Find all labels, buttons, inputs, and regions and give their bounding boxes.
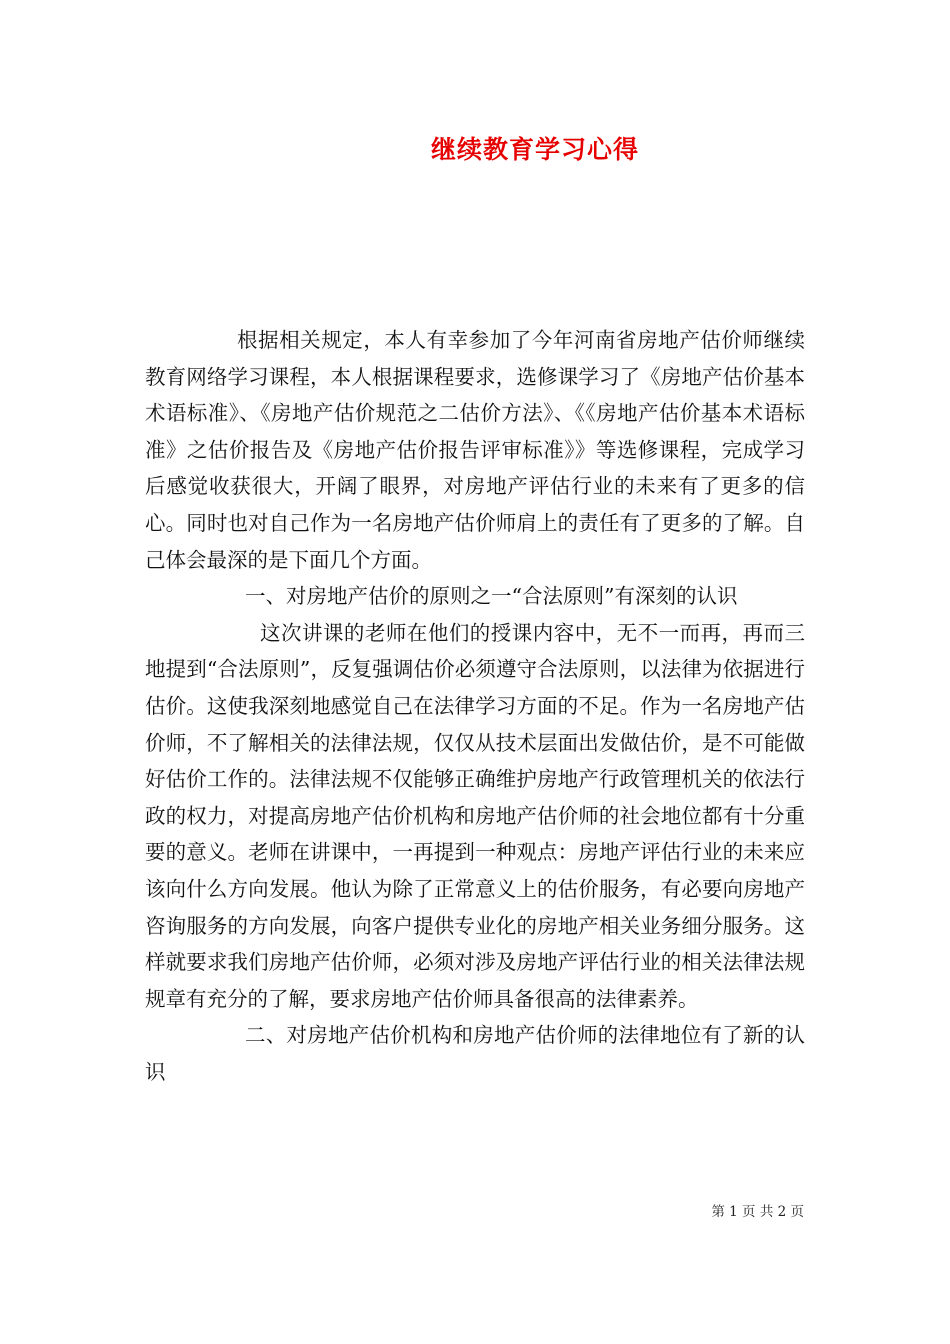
intro-paragraph: 根据相关规定，本人有幸参加了今年河南省房地产估价师继续教育网络学习课程，本人根据课程要求，选修课学习了《房地产估价基本术语标准》、《房地产估价规范之二估价方法》、《《房地产估价基本术语标准》之估价报告及《房地产估价报告评审标准》》等选修课程，完成学习后感觉收获很大，开阔了眼界，对房地产评估行业的未来有了更多的信心。同时也对自己作为一名房地产估价师肩上的责任有了更多的了解。自己体会最深的是下面几个方面。 xyxy=(145,328,805,572)
section-heading-2: 二、对房地产估价机构和房地产估价师的法律地位有了新的认识 xyxy=(145,1023,805,1084)
page-number-footer: 第 1 页 共 2 页 xyxy=(711,1204,804,1220)
document-title: 继续教育学习心得 xyxy=(430,135,639,164)
section-1-paragraph: 这次讲课的老师在他们的授课内容中，无不一而再，再而三地提到“合法原则”，反复强调估价必须遵守合法原则，以法律为依据进行估价。这使我深刻地感觉自己在法律学习方面的不足。作为一名房地产估价师，不了解相关的法律法规，仅仅从技术层面出发做估价，是不可能做好估价工作的。法律法规不仅能够正确维护房地产行政管理机关的依法行政的权力，对提高房地产估价机构和房地产估价师的社会地位都有十分重要的意义。老师在讲课中，一再提到一种观点：房地产评估行业的未来应该向什么方向发展。他认为除了正常意义上的估价服务，有必要向房地产咨询服务的方向发展，向客户提供专业化的房地产相关业务细分服务。这样就要求我们房地产估价师，必须对涉及房地产评估行业的相关法律法规规章有充分的了解，要求房地产估价师具备很高的法律素养。 xyxy=(145,620,805,1011)
document-body xyxy=(145,322,805,1090)
section-heading-1: 一、对房地产估价的原则之一“合法原则”有深刻的认识 xyxy=(245,584,738,609)
